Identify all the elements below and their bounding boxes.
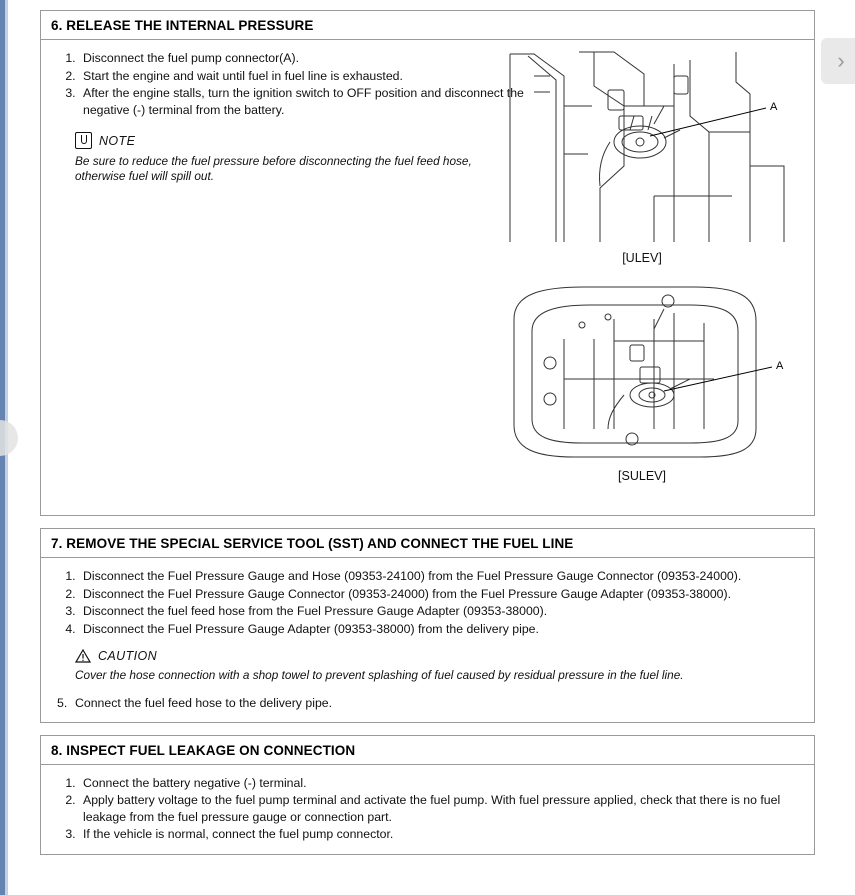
section-7-heading: 7. REMOVE THE SPECIAL SERVICE TOOL (SST) AND CONNECT THE FUEL LINE bbox=[41, 529, 814, 558]
caution-label: CAUTION bbox=[98, 649, 158, 663]
section-release-internal-pressure bbox=[40, 10, 815, 516]
note-text: Be sure to reduce the fuel pressure before disconnecting the fuel feed hose, otherwise fuel will spill out. bbox=[75, 154, 472, 183]
section-8-steps bbox=[57, 775, 802, 843]
section-6-body bbox=[41, 40, 814, 515]
figure-sulev-callout-a: A bbox=[776, 360, 784, 372]
caution-header bbox=[75, 649, 802, 663]
figure-ulev bbox=[504, 46, 804, 265]
list-item: 1. Disconnect the fuel pump connector(A). bbox=[79, 50, 549, 67]
note-icon bbox=[75, 132, 92, 149]
caution-block bbox=[75, 649, 802, 683]
section-remove-sst-connect-fuel-line bbox=[40, 528, 815, 723]
section-7-final-step-number: 5. bbox=[57, 696, 68, 710]
figure-ulev-caption: [ULEV] bbox=[622, 251, 662, 265]
figure-sulev-caption: [SULEV] bbox=[618, 469, 666, 483]
list-item: 3. If the vehicle is normal, connect the fuel pump connector. bbox=[79, 826, 802, 843]
figure-ulev-callout-a: A bbox=[770, 101, 778, 113]
list-item: 2. Disconnect the Fuel Pressure Gauge Connector (09353-24000) from the Fuel Pressure Gauge Adapter (09353-38000). bbox=[79, 586, 802, 603]
note-label: NOTE bbox=[99, 133, 136, 148]
list-item: 1. Connect the battery negative (-) terminal. bbox=[79, 775, 802, 792]
ulev-engine-illustration bbox=[504, 46, 804, 246]
chevron-right-icon: › bbox=[837, 48, 845, 73]
list-item: 2. Start the engine and wait until fuel in fuel line is exhausted. bbox=[79, 68, 549, 85]
list-item: 3. After the engine stalls, turn the ignition switch to OFF position and disconnect the negative (-) terminal from the battery. bbox=[79, 85, 549, 118]
section-7-final-step bbox=[53, 695, 802, 712]
section-8-heading: 8. INSPECT FUEL LEAKAGE ON CONNECTION bbox=[41, 736, 814, 765]
section-7-final-step-text: Connect the fuel feed hose to the delivery pipe. bbox=[75, 696, 333, 710]
list-item: 2. Apply battery voltage to the fuel pump terminal and activate the fuel pump. With fuel pressure applied, check that there is no fuel leakage from the fuel pressure gauge or connection part. bbox=[79, 792, 802, 825]
section-6-steps bbox=[57, 50, 549, 118]
document-content bbox=[40, 10, 815, 867]
section-6-figures bbox=[504, 46, 804, 487]
prev-page-button[interactable] bbox=[0, 420, 18, 456]
section-7-steps bbox=[57, 568, 802, 637]
section-inspect-fuel-leakage bbox=[40, 735, 815, 855]
list-item: 4. Disconnect the Fuel Pressure Gauge Adapter (09353-38000) from the delivery pipe. bbox=[79, 621, 802, 638]
figure-sulev bbox=[504, 279, 804, 483]
list-item: 1. Disconnect the Fuel Pressure Gauge and Hose (09353-24100) from the Fuel Pressure Gauge Connector (09353-24000). bbox=[79, 568, 802, 585]
warning-triangle-icon bbox=[75, 649, 91, 663]
caution-text: Cover the hose connection with a shop towel to prevent splashing of fuel caused by residual pressure in the fuel line. bbox=[75, 668, 684, 682]
next-page-button[interactable] bbox=[821, 38, 855, 84]
list-item: 3. Disconnect the fuel feed hose from the Fuel Pressure Gauge Adapter (09353-38000). bbox=[79, 603, 802, 620]
section-6-heading: 6. RELEASE THE INTERNAL PRESSURE bbox=[41, 11, 814, 40]
section-7-body bbox=[41, 558, 814, 722]
sulev-engine-illustration bbox=[504, 279, 804, 464]
section-8-body bbox=[41, 765, 814, 854]
